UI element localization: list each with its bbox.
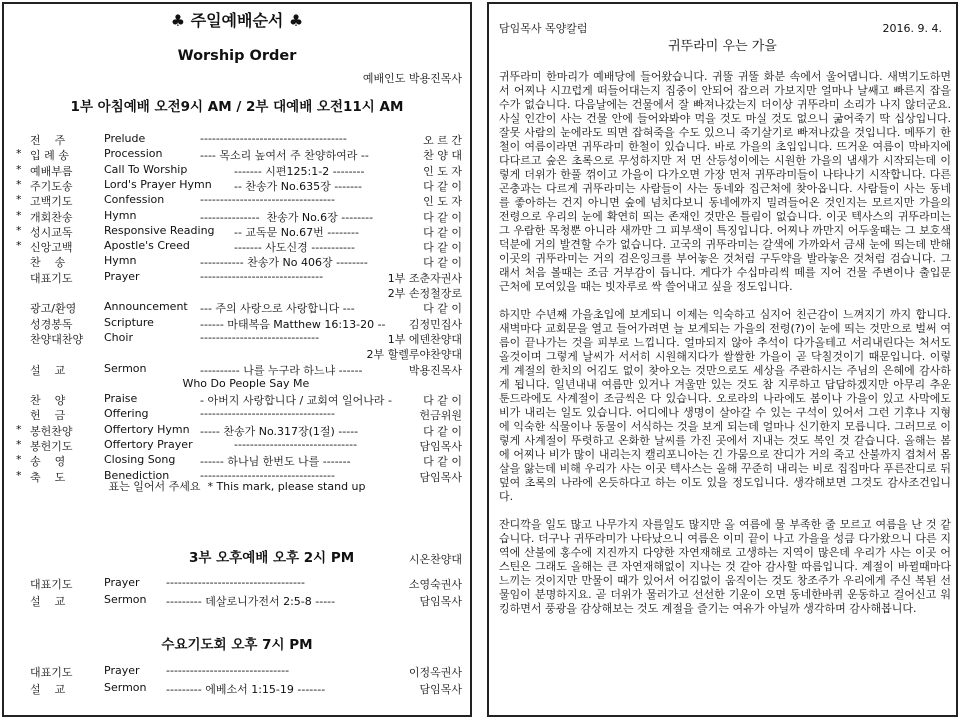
item-leader: 다 같 이 — [423, 455, 462, 469]
item-english: Offertory Hymn — [104, 422, 190, 436]
item-english: Sermon — [104, 593, 147, 606]
item-detail: ------------------------------- — [200, 269, 324, 283]
column-name: 담임목사 목양칼럼 — [499, 22, 588, 35]
order-row — [4, 346, 470, 361]
item-leader: 인 도 자 — [423, 195, 462, 209]
order-row — [4, 285, 470, 300]
stand-mark: * — [16, 162, 22, 176]
service3-heading: 3부 오후예배 오후 2시 PM — [189, 550, 355, 566]
item-korean: 예배부름 — [30, 164, 73, 178]
item-detail: ----- 찬송가 No.317장(1절) ----- — [200, 424, 359, 438]
item-detail: Who Do People Say Me — [144, 376, 310, 390]
item-english: Praise — [104, 392, 138, 406]
order-row — [4, 362, 470, 377]
item-leader: 담임목사 — [419, 595, 462, 608]
left-page-worship-order — [2, 2, 472, 717]
item-leader: 다 같 이 — [423, 424, 462, 438]
item-detail: ---------------------------------- — [200, 407, 335, 421]
order-row — [4, 664, 470, 679]
item-korean: 봉헌찬양 — [30, 424, 73, 438]
order-row — [4, 163, 470, 178]
column-title: 귀뚜라미 우는 가을 — [668, 39, 777, 54]
item-korean: 봉헌기도 — [30, 440, 73, 453]
order-row — [4, 593, 470, 608]
stand-note: 표는 일어서 주세요 * This mark, please stand up — [108, 480, 366, 493]
order-row — [4, 438, 470, 453]
item-english: Prayer — [104, 576, 140, 589]
stand-mark: * — [16, 177, 22, 191]
item-detail: ------ 하나님 한번도 나를 ------- — [200, 455, 351, 469]
item-leader: 다 같 이 — [423, 210, 462, 224]
item-english: Hymn — [104, 208, 137, 222]
item-korean: 설 교 — [30, 595, 66, 608]
item-korean: 고백기도 — [30, 195, 73, 209]
item-leader: 오 르 간 — [423, 134, 462, 147]
order-row — [4, 407, 470, 422]
item-english: Scripture — [104, 315, 154, 329]
item-korean: 찬 송 — [30, 256, 66, 270]
item-leader: 다 같 이 — [423, 302, 462, 316]
item-english: Offertory Prayer — [104, 438, 193, 451]
stand-mark: * — [16, 468, 22, 482]
item-english: Procession — [104, 147, 163, 161]
column-paragraph: 하지만 수년째 가을초입에 보게되니 이제는 익숙하고 심지어 친근감이 느껴지기 까지 합니다. 새벽마다 교회문을 열고 들어가려면 늘 보게되는 가을의 전령(?)이 눈에 띄는 것만으로 벌써 여름이 끝나가는 것을 피부로 느낍니다. 얼마되지 않아 추석이 다가올테고 서리내린다는 처서도 올것이며 그렇게 날씨가 서서히 시원해지다가 쌀쌀한 가을이 곧 닥칠것이기 때문입니다. 이렇게 계절의 한치의 어김도 없이 찾아오는 것만으로도 세상을 주관하시는 주님의 은혜에 감사하게 됩니다. 일년내내 여름만 있거나 겨울만 있는 것도 참 지루하고 답답하겠지만 아무리 추운 툰드라에도 사계절이 조금씩은 다 있습니다. 오로라의 나라에도 봄이나 가을이 있고 사막에도 비가 내리는 일도 있습니다. 어디에나 생명이 살아갈 수 있는 구석이 있어서 그런 기후나 지형에 익숙한 식물이나 동물이 서식하는 것을 보게 되는데 얼마나 신기한지 모릅니다. 그러므로 이렇게 사계절이 뚜렷하고 온화한 날씨를 가진 곳에서 지내는 것도 복인 것 같습니다. 올해는 봄에 어찌나 비가 많이 내리는지 캘리포니아는 긴 가뭄으로 잔디가 거의 죽고 산불까지 겹쳐서 몸살을 앓는데 비해 우리가 사는 이곳 텍사스는 올해 꾸준히 내리는 비로 집집마다 푸른잔디로 뒤덮여 초록의 나라에 온듯하다고 하는 이도 있을 정도입니다. 생각해보면 그것도 감사조건입니다. — [499, 308, 951, 503]
item-detail: ------------------------------- — [166, 664, 290, 677]
service3-choir: 시온찬양대 — [408, 553, 462, 566]
item-detail: ------------------------------- — [234, 438, 358, 451]
item-korean: 대표기도 — [30, 666, 73, 679]
item-korean: 설 교 — [30, 683, 66, 696]
order-row — [4, 392, 470, 407]
item-korean: 성시교독 — [30, 225, 73, 239]
order-row — [4, 254, 470, 269]
item-leader: 다 같 이 — [423, 241, 462, 255]
item-detail: --------- 에베소서 1:15-19 ------- — [166, 683, 326, 696]
item-detail: ---------------------------------- — [200, 468, 335, 482]
item-detail: --- 주의 사랑으로 사랑합니다 --- — [200, 302, 355, 316]
item-detail: ------------------------------ — [200, 330, 320, 344]
order-row — [4, 453, 470, 468]
item-english: Choir — [104, 330, 133, 344]
item-korean: 전 주 — [30, 134, 66, 147]
item-english: Announcement — [104, 300, 188, 314]
stand-mark: * — [16, 147, 22, 161]
order-row — [4, 224, 470, 239]
item-english: Lord's Prayer Hymn — [104, 177, 212, 191]
item-detail: ---- 목소리 높여서 주 찬양하여라 -- — [200, 149, 369, 163]
item-leader: 소영숙권사 — [408, 578, 462, 591]
item-leader: 담임목사 — [419, 440, 462, 453]
item-detail: --------- 데살로니가전서 2:5-8 ----- — [166, 595, 336, 608]
item-korean: 축 도 — [30, 470, 66, 484]
stand-mark: * — [16, 438, 22, 451]
item-leader: 2부 할렐루야찬양대 — [366, 348, 462, 362]
item-detail: ------- 사도신경 ----------- — [234, 241, 355, 255]
stand-mark: * — [16, 422, 22, 436]
item-leader: 1부 에덴찬양대 — [387, 332, 462, 346]
order-row — [4, 209, 470, 224]
item-leader: 담임목사 — [419, 683, 462, 696]
order-row — [4, 316, 470, 331]
worship-title-english: Worship Order — [177, 48, 297, 64]
worship-title-korean: ♣ 주일예배순서 ♣ — [170, 11, 304, 30]
order-row — [4, 239, 470, 254]
item-english: Sermon — [104, 681, 147, 694]
item-leader: 다 같 이 — [423, 394, 462, 408]
stand-mark: * — [16, 223, 22, 237]
order-row — [4, 178, 470, 193]
item-detail: - 아버지 사랑합니다 / 교회여 일어나라 - — [200, 394, 393, 408]
item-leader: 이정옥권사 — [408, 666, 462, 679]
item-english: Prelude — [104, 132, 146, 145]
item-korean: 입 례 송 — [30, 149, 69, 163]
column-paragraph: 귀뚜라미 한마리가 예배당에 들어왔습니다. 귀뚤 귀뚤 화분 속에서 울어댑니다. 새벽기도하면서 어찌나 시끄럽게 떠들어대는지 집중이 안되어 잡으러 가보지만 얼마나 날쌔고 빠른지 잡을 수가 없습니다. 다음날에는 건물에서 잘 빠져나갔는지 더이상 귀뚜라미 소리가 나지 않더군요. 사실 인간이 사는 건물 안에 들어와봐야 먹을 것도 마실 것도 없으니 굶어죽기 딱 십상입니다. 잘못 사람의 눈에라도 띄면 잡혀죽을 수도 있으니 죽기살기로 빠져나갔을 것입니다. 메뚜기 한철이 여름이라면 귀뚜라미 한철이 있습니다. 바로 가을의 초입입니다. 뜨거운 여름이 막바지에 다다르고 숲은 초록으로 무성하지만 저 먼 산등성이에는 시원한 가을의 냄새가 시작되는데 이렇게 더위가 한풀 꺾이고 가을이 다가오면 가장 먼저 귀뚜라미들이 나타나기 시작합니다. 다른 곤충과는 다르게 귀뚜라미는 사람들이 사는 동네와 집근처에 찾아옵니다. 사람들이 사는 동네를 좋아하는 건지 아니면 숲에 넘치다보니 동네에까지 밀려들어온 것인지는 모르지만 가을의 전령으로 우리의 눈에 확연히 띄는 존재인 것만은 틀림이 없습니다. 이곳 텍사스의 귀뚜라미는 그 우람한 목청뿐 아니라 새까만 그 피부색이 특징입니다. 어찌나 까만지 어두울때는 그 보호색덕분에 거의 발견할 수가 없습니다. 고국의 귀뚜라미는 갈색에 가까와서 금새 눈에 띄는데 반해 이곳의 귀뚜라미는 거의 검은잉크를 부어놓은 것처럼 구두약을 발라놓은 것처럼 검습니다. 그래서 처음 볼때는 조금 거부감이 듭니다. 게다가 수십마리씩 떼를 지어 건물 주변이나 출입문 근처에 모여있을 때는 빗자루로 싹 쓸어내고 싶을 정도입니다. — [499, 70, 951, 293]
item-leader: 다 같 이 — [423, 256, 462, 270]
item-korean: 대표기도 — [30, 578, 73, 591]
item-leader: 찬 양 대 — [423, 149, 462, 163]
item-english: Hymn — [104, 254, 137, 268]
service1-heading: 1부 아침예배 오전9시 AM / 2부 대예배 오전11시 AM — [70, 99, 404, 115]
item-english: Benediction — [104, 468, 170, 482]
item-korean: 광고/환영 — [30, 302, 77, 316]
item-leader: 2부 손정철장로 — [387, 287, 462, 300]
item-english: Call To Worship — [104, 162, 188, 176]
order-row — [4, 576, 470, 591]
item-english: Confession — [104, 193, 165, 207]
item-detail: ------------------------------------- — [200, 132, 347, 145]
column-paragraph: 잔디깍을 일도 많고 나무가지 자를일도 많지만 올 여름에 물 부족한 줄 모르고 여름을 난 것 같습니다. 더구나 귀뚜라미가 나타났으니 여름은 이미 끝이 나고 가을을 성큼 다가왔으니 다른 지역에 산불에 홍수에 지진까지 다양한 자연재해로 고생하는 지역이 많은데 우리가 사는 이곳 어스틴은 그래도 올해는 큰 자연재해없이 지나는 것 같아 감사할 따름입니다. 계절이 바뀔때마다 느끼는 것이지만 만물이 때가 있어서 어김없이 움직이는 것도 창조주가 우리에게 주신 복된 선물임이 분명하지요. 곧 더위가 물러가고 선선한 기운이 오면 동네한바퀴 운동하고 걸어신고 워킹하면서 풍광을 감상해보는 것도 계절을 즐기는 여유가 아닐까 생각하며 감사해봅니다. — [499, 518, 951, 615]
stand-mark: * — [16, 239, 22, 253]
item-detail: -- 교독문 No.67번 -------- — [234, 225, 359, 239]
order-row — [4, 681, 470, 696]
item-leader: 다 같 이 — [423, 179, 462, 193]
item-korean: 개회찬송 — [30, 210, 73, 224]
order-row — [4, 270, 470, 285]
item-leader: 담임목사 — [419, 470, 462, 484]
item-korean: 송 영 — [30, 455, 66, 469]
item-detail: ------- 시편125:1-2 -------- — [234, 164, 365, 178]
item-leader: 다 같 이 — [423, 225, 462, 239]
item-english: Prayer — [104, 269, 140, 283]
wednesday-heading: 수요기도회 오후 7시 PM — [161, 637, 313, 653]
item-korean: 설 교 — [30, 363, 66, 377]
item-detail: ----------- 찬송가 No 406장 -------- — [200, 256, 368, 270]
order-row — [4, 147, 470, 162]
worship-leader: 예배인도 박용진목사 — [362, 72, 462, 85]
item-detail: ---------- 나를 누구라 하느냐 ------ — [200, 363, 363, 377]
item-leader: 박용진목사 — [408, 363, 462, 377]
item-english: Offering — [104, 407, 149, 421]
item-korean: 성경봉독 — [30, 317, 73, 331]
item-english: Closing Song — [104, 453, 176, 467]
item-detail: --------------- 찬송가 No.6장 -------- — [200, 210, 374, 224]
item-korean: 헌 금 — [30, 409, 66, 423]
order-row — [4, 193, 470, 208]
item-leader: 헌금위원 — [419, 409, 462, 423]
item-english: Responsive Reading — [104, 223, 215, 237]
stand-mark: * — [16, 193, 22, 207]
column-date: 2016. 9. 4. — [882, 22, 942, 35]
item-korean: 찬양대찬양 — [30, 332, 84, 346]
item-korean: 신앙고백 — [30, 241, 73, 255]
item-detail: -- 찬송가 No.635장 ------- — [234, 179, 362, 193]
item-korean: 찬 양 — [30, 394, 66, 408]
item-leader: 1부 조춘자권사 — [387, 271, 462, 285]
order-row — [4, 377, 470, 392]
stand-mark: * — [16, 208, 22, 222]
item-leader: 김정민집사 — [408, 317, 462, 331]
item-english: Apostle's Creed — [104, 239, 190, 253]
item-detail: ---------------------------------- — [200, 193, 335, 207]
item-detail: ----------------------------------- — [166, 576, 305, 589]
column-body — [499, 70, 951, 630]
stand-mark: * — [16, 453, 22, 467]
order-row — [4, 423, 470, 438]
item-korean: 대표기도 — [30, 271, 73, 285]
right-page-pastor-column — [487, 2, 958, 717]
item-english: Sermon — [104, 361, 147, 375]
order-row — [4, 331, 470, 346]
item-english: Prayer — [104, 664, 140, 677]
order-row — [4, 132, 470, 147]
item-korean: 주기도송 — [30, 179, 73, 193]
item-detail: ------ 마태복음 Matthew 16:13-20 -- — [200, 317, 386, 331]
item-leader: 인 도 자 — [423, 164, 462, 178]
order-row — [4, 300, 470, 315]
